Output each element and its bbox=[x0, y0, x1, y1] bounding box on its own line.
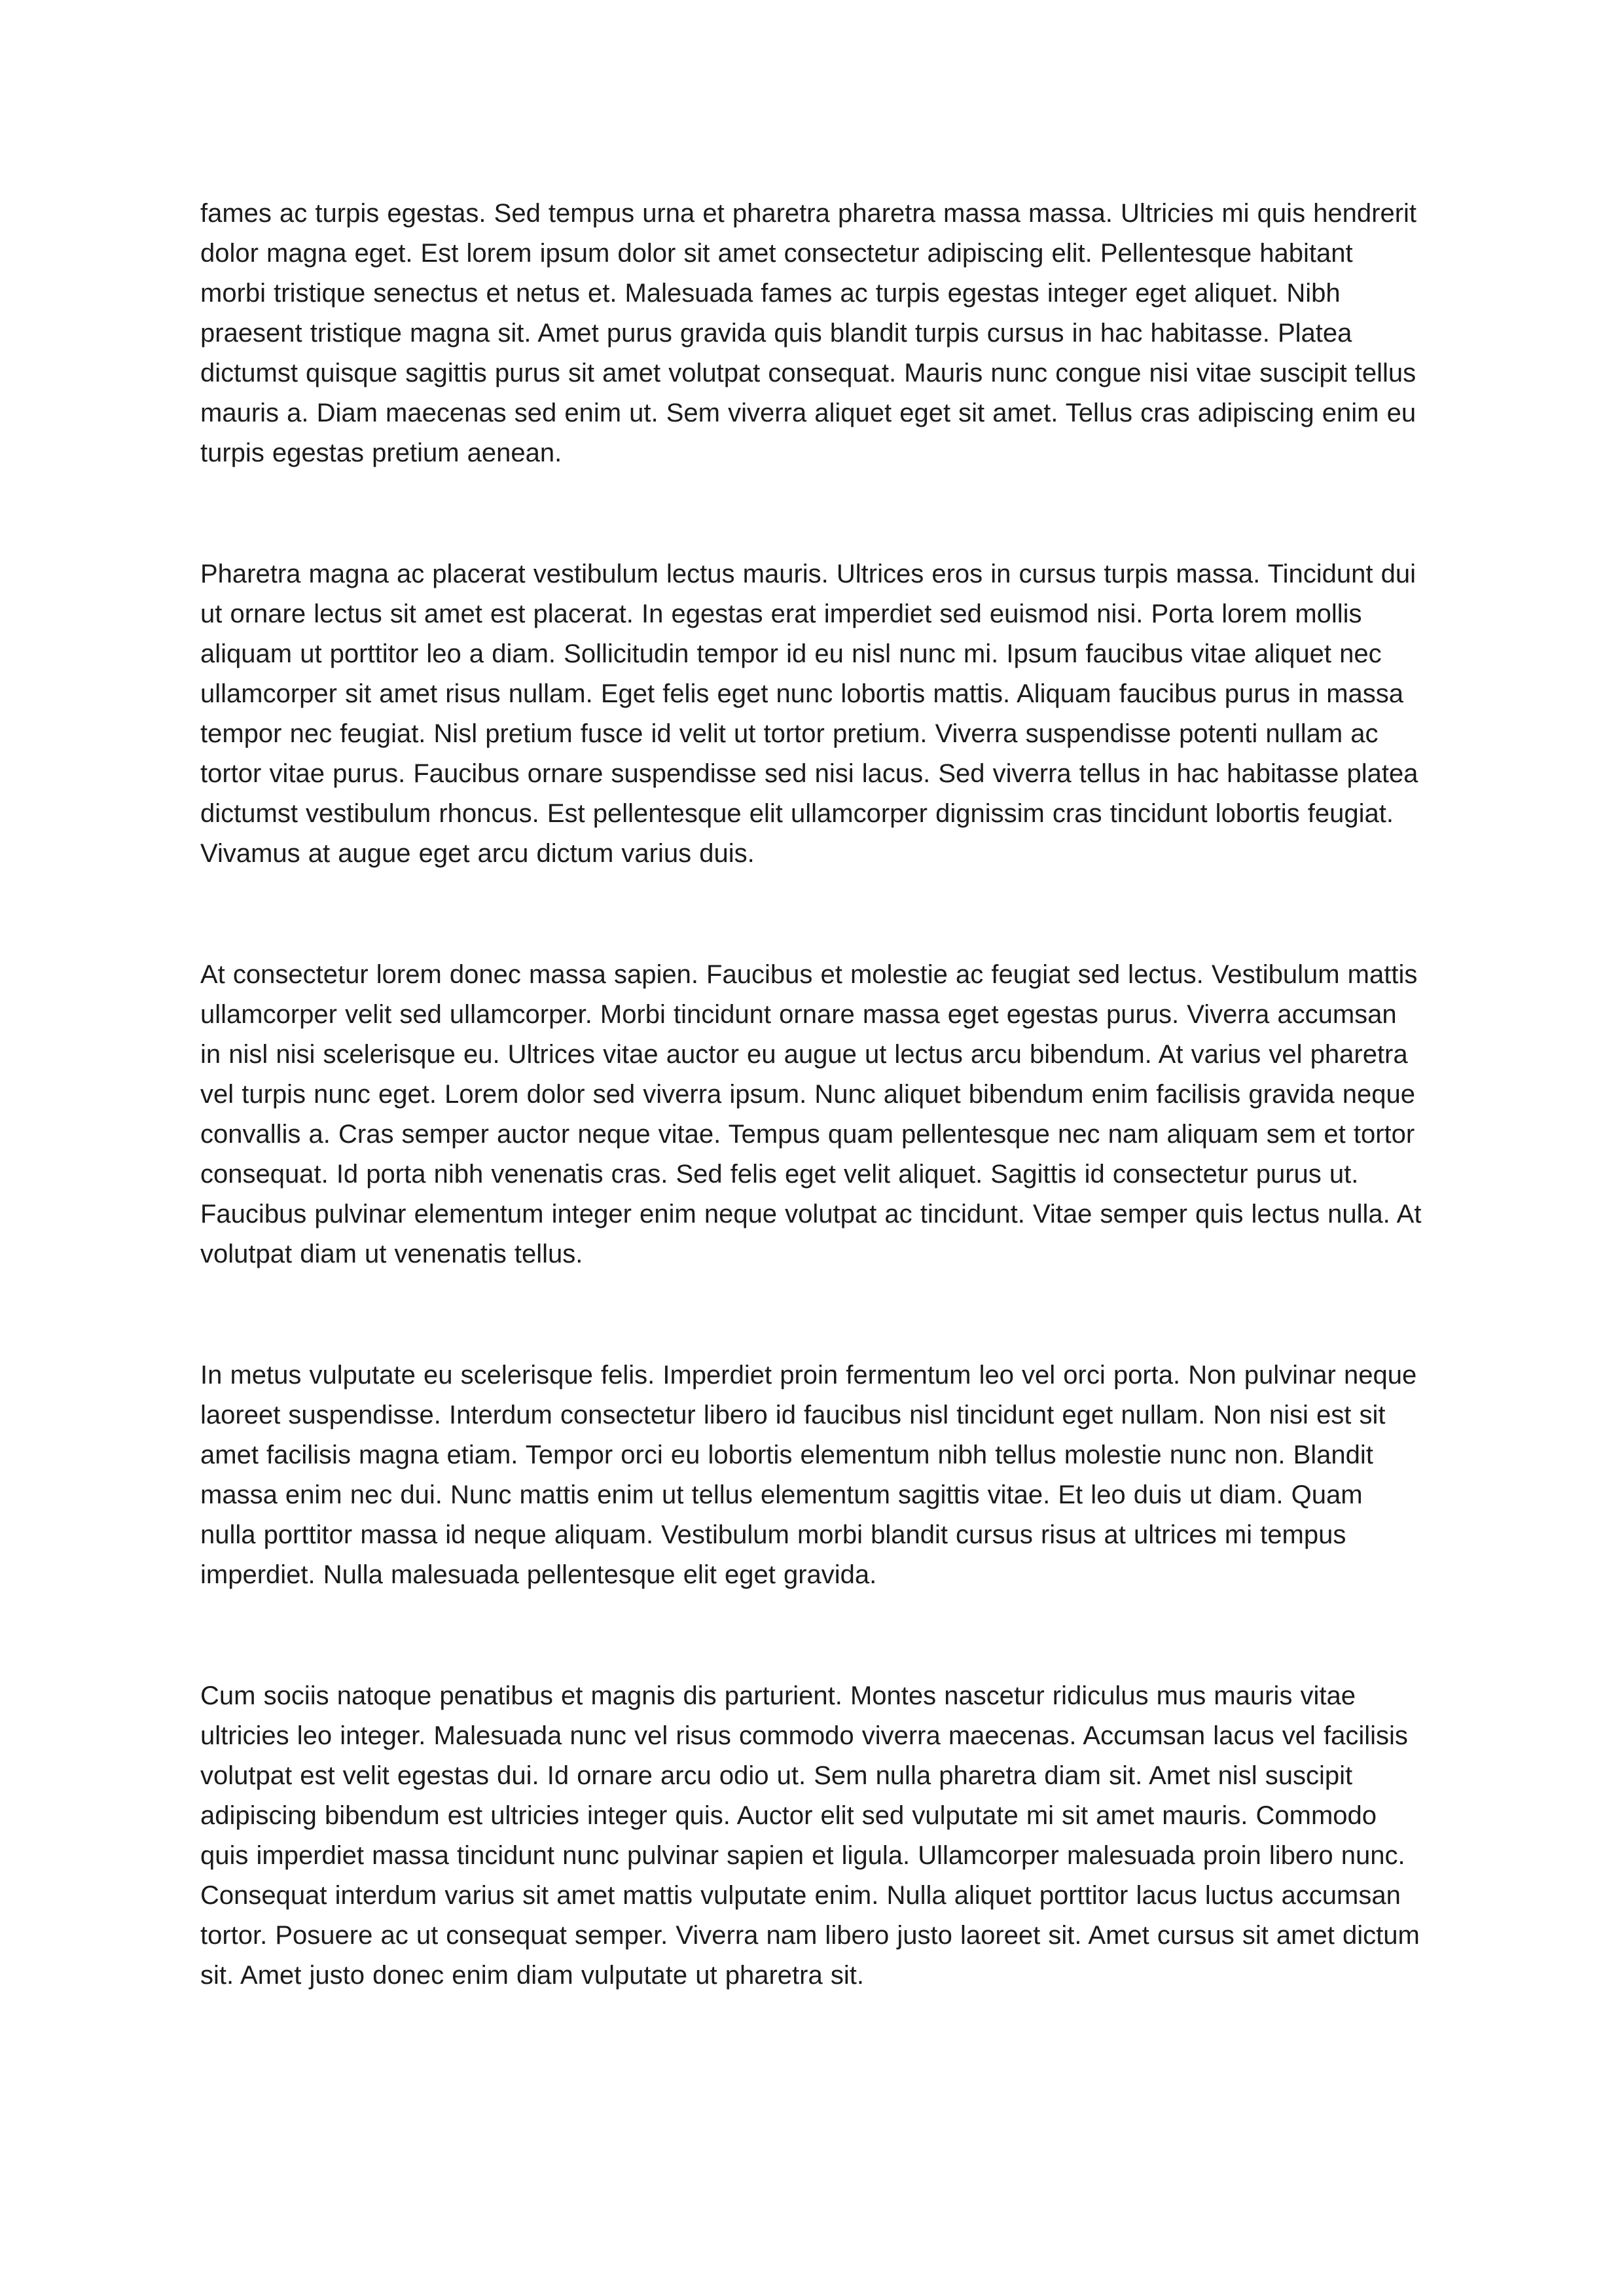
paragraph-1: fames ac turpis egestas. Sed tempus urna et pharetra pharetra massa massa. Ultricies mi quis hendrerit dolor magna eget. Est lorem ipsum dolor sit amet consectetur adipiscing elit. Pellentesque habitant morbi tristique senectus et netus et. Malesuada fames ac turpis egestas integer eget aliquet. Nibh praesent tristique magna sit. Amet purus gravida quis blandit turpis cursus in hac habitasse. Platea dictumst quisque sagittis purus sit amet volutpat consequat. Mauris nunc congue nisi vitae suscipit tellus mauris a. Diam maecenas sed enim ut. Sem viverra aliquet eget sit amet. Tellus cras adipiscing enim eu turpis egestas pretium aenean. bbox=[200, 199, 1417, 467]
paragraph-4: In metus vulputate eu scelerisque felis. Imperdiet proin fermentum leo vel orci porta. Non pulvinar neque laoreet suspendisse. Interdum consectetur libero id faucibus nisl tincidunt eget nullam. Non nisi est sit amet facilisis magna etiam. Tempor orci eu lobortis elementum nibh tellus molestie nunc non. Blandit massa enim nec dui. Nunc mattis enim ut tellus elementum sagittis vitae. Et leo duis ut diam. Quam nulla porttitor massa id neque aliquam. Vestibulum morbi blandit cursus risus at ultrices mi tempus imperdiet. Nulla malesuada pellentesque elit eget gravida. bbox=[200, 1361, 1417, 1589]
paragraph-3: At consectetur lorem donec massa sapien. Faucibus et molestie ac feugiat sed lectus. Vestibulum mattis ullamcorper velit sed ullamcorper. Morbi tincidunt ornare massa eget egestas purus. Viverra accumsan in nisl nisi scelerisque eu. Ultrices vitae auctor eu augue ut lectus arcu bibendum. At varius vel pharetra vel turpis nunc eget. Lorem dolor sed viverra ipsum. Nunc aliquet bibendum enim facilisis gravida neque convallis a. Cras semper auctor neque vitae. Tempus quam pellentesque nec nam aliquam sem et tortor consequat. Id porta nibh venenatis cras. Sed felis eget velit aliquet. Sagittis id consectetur purus ut. Faucibus pulvinar elementum integer enim neque volutpat ac tincidunt. Vitae semper quis lectus nulla. At volutpat diam ut venenatis tellus. bbox=[200, 960, 1422, 1268]
paragraph-2: Pharetra magna ac placerat vestibulum lectus mauris. Ultrices eros in cursus turpis massa. Tincidunt dui ut ornare lectus sit amet est placerat. In egestas erat imperdiet sed euismod nisi. Porta lorem mollis aliquam ut porttitor leo a diam. Sollicitudin tempor id eu nisl nunc mi. Ipsum faucibus vitae aliquet nec ullamcorper sit amet risus nullam. Eget felis eget nunc lobortis mattis. Aliquam faucibus purus in massa tempor nec feugiat. Nisl pretium fusce id velit ut tortor pretium. Viverra suspendisse potenti nullam ac tortor vitae purus. Faucibus ornare suspendisse sed nisi lacus. Sed viverra tellus in hac habitasse platea dictumst vestibulum rhoncus. Est pellentesque elit ullamcorper dignissim cras tincidunt lobortis feugiat. Vivamus at augue eget arcu dictum varius duis. bbox=[200, 560, 1418, 868]
paragraph-5: Cum sociis natoque penatibus et magnis dis parturient. Montes nascetur ridiculus mus mauris vitae ultricies leo integer. Malesuada nunc vel risus commodo viverra maecenas. Accumsan lacus vel facilisis volutpat est velit egestas dui. Id ornare arcu odio ut. Sem nulla pharetra diam sit. Amet nisl suscipit adipiscing bibendum est ultricies integer quis. Auctor elit sed vulputate mi sit amet mauris. Commodo quis imperdiet massa tincidunt nunc pulvinar sapien et ligula. Ullamcorper malesuada proin libero nunc. Consequat interdum varius sit amet mattis vulputate enim. Nulla aliquet porttitor lacus luctus accumsan tortor. Posuere ac ut consequat semper. Viverra nam libero justo laoreet sit. Amet cursus sit amet dictum sit. Amet justo donec enim diam vulputate ut pharetra sit. bbox=[200, 1681, 1420, 1990]
